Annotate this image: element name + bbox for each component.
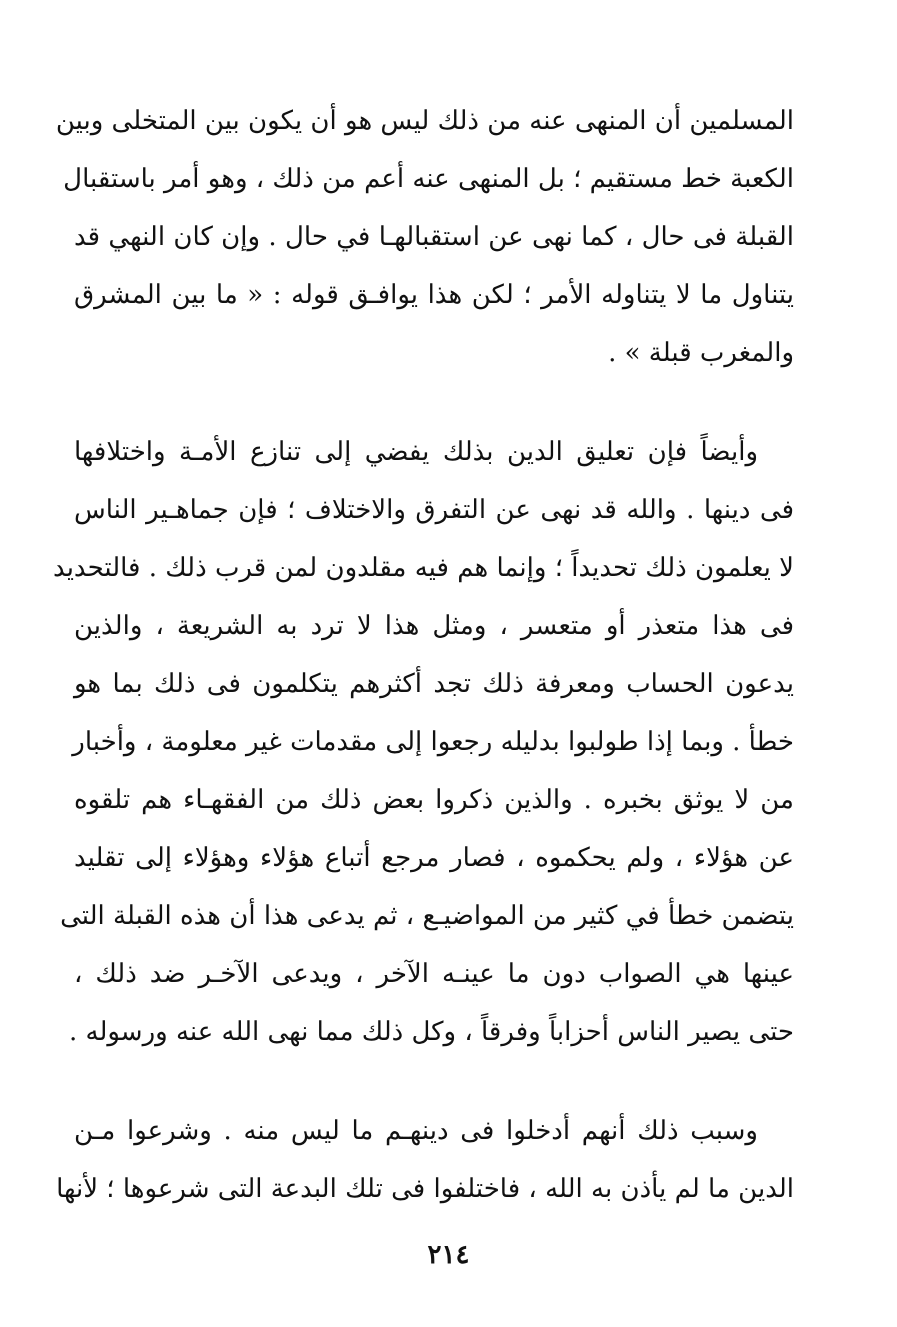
page-number: ٢١٤	[427, 1240, 470, 1270]
text-line: عن هؤلاء ، ولم يحكموه ، فصار مرجع أتباع هؤلاء وهؤلاء إلى تقليد	[74, 843, 794, 873]
paragraph-divider	[74, 1061, 794, 1102]
text-line: فى هذا متعذر أو متعسر ، ومثل هذا لا ترد به الشريعة ، والذين	[74, 611, 794, 641]
text-line: حتى يصير الناس أحزاباً وفرقاً ، وكل ذلك مما نهى الله عنه ورسوله .	[68, 1017, 794, 1047]
paragraph-divider	[74, 382, 794, 423]
paragraph-3	[56, 1102, 794, 1218]
text-line: وأيضاً فإن تعليق الدين بذلك يفضي إلى تنازع الأمـة واختلافها	[74, 437, 758, 467]
text-line: لا يعلمون ذلك تحديداً ؛ وإنما هم فيه مقلدون لمن قرب ذلك . فالتحديد	[53, 553, 794, 583]
text-line: يتناول ما لا يتناوله الأمر ؛ لكن هذا يوافـق قوله : « ما بين المشرق	[74, 280, 794, 310]
text-line: والمغرب قبلة » .	[608, 338, 794, 368]
text-line: يدعون الحساب ومعرفة ذلك تجد أكثرهم يتكلمون فى ذلك بما هو	[74, 669, 794, 699]
text-line: يتضمن خطأ في كثير من المواضيـع ، ثم يدعى هذا أن هذه القبلة التى	[60, 901, 794, 931]
paragraph-2	[53, 423, 794, 1061]
text-line: عينها هي الصواب دون ما عينـه الآخر ، ويدعى الآخـر ضد ذلك ،	[74, 959, 794, 989]
text-line: فى دينها . والله قد نهى عن التفرق والاختلاف ؛ فإن جماهـير الناس	[74, 495, 794, 525]
text-line: المسلمين أن المنهى عنه من ذلك ليس هو أن يكون بين المتخلى وبين	[55, 106, 794, 136]
text-line: خطأ . وبما إذا طولبوا بدليله رجعوا إلى مقدمات غير معلومة ، وأخبار	[72, 727, 794, 757]
page-body	[53, 92, 794, 1218]
text-line: القبلة فى حال ، كما نهى عن استقبالهـا في حال . وإن كان النهي قد	[74, 222, 794, 252]
paragraph-1	[55, 92, 794, 382]
text-line: وسبب ذلك أنهم أدخلوا فى دينهـم ما ليس منه . وشرعوا مـن	[74, 1116, 758, 1146]
text-line: الدين ما لم يأذن به الله ، فاختلفوا فى تلك البدعة التى شرعوها ؛ لأنها	[56, 1174, 794, 1204]
text-line: من لا يوثق بخبره . والذين ذكروا بعض ذلك من الفقهـاء هم تلقوه	[74, 785, 794, 815]
text-line: الكعبة خط مستقيم ؛ بل المنهى عنه أعم من ذلك ، وهو أمر باستقبال	[63, 164, 794, 194]
